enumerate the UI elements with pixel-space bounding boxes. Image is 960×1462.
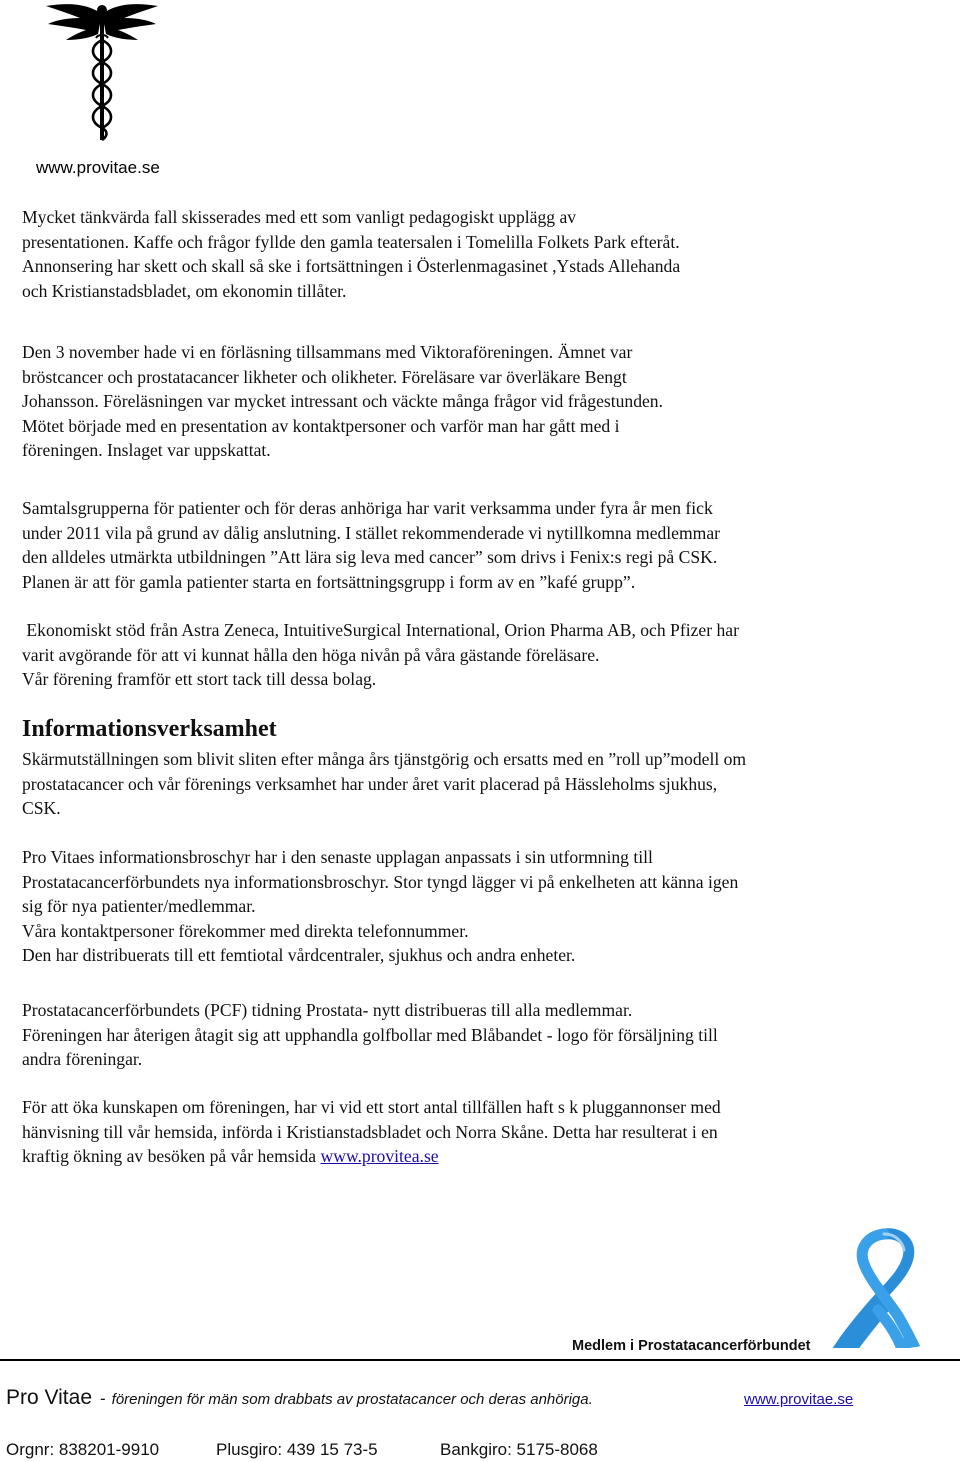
separator: - (100, 1389, 106, 1408)
org-number: Orgnr: 838201-9910 (6, 1440, 160, 1459)
text-line: den alldeles utmärkta utbildningen ”Att lära sig leva med cancer” som drivs i Fenix:s regi på CSK. (22, 547, 718, 567)
caduceus-icon (40, 0, 164, 148)
paragraph-event-summary (22, 205, 942, 303)
text-line: För att öka kunskapen om föreningen, har vi vid ett stort antal tillfällen haft s k pluggannonser med (22, 1097, 721, 1117)
paragraph-pcf-newsletter (22, 998, 942, 1072)
paragraph-rollup (22, 747, 942, 821)
text-fragment: kraftig ökning av besöken på vår hemsida (22, 1146, 321, 1166)
text-line: sig för nya patienter/medlemmar. (22, 896, 256, 916)
text-line: Våra kontaktpersoner förekommer med direkta telefonnummer. (22, 920, 469, 941)
text-line: och Kristianstadsbladet, om ekonomin tillåter. (22, 280, 347, 301)
text-line: Prostatacancerförbundets nya informationsbroschyr. Stor tyngd lägger vi på enkelheten att känna igen (22, 871, 739, 892)
text-line: Samtalsgrupperna för patienter och för deras anhöriga har varit verksamma under fyra år men fick (22, 498, 713, 518)
text-line: under 2011 vila på grund av dålig anslutning. I stället rekommenderade vi nytillkomna medlemmar (22, 522, 721, 543)
paragraph-support-groups (22, 496, 942, 594)
text-line: andra föreningar. (22, 1049, 143, 1069)
text-line: Mötet började med en presentation av kontaktpersoner och varför man har gått med i (22, 415, 620, 436)
text-line: prostatacancer och vår förenings verksamhet har under året varit placerad på Hässleholms sjukhus, (22, 773, 718, 794)
text-line: Mycket tänkvärda fall skisserades med ett som vanligt pedagogiskt upplägg av (22, 207, 577, 227)
text-line: presentationen. Kaffe och frågor fyllde den gamla teatersalen i Tomelilla Folkets Park efteråt. (22, 231, 680, 252)
text-line: Planen är att för gamla patienter starta en fortsättningsgrupp i form av en ”kafé grupp”. (22, 571, 636, 592)
text-line: Den 3 november hade vi en förläsning tillsammans med Viktoraföreningen. Ämnet var (22, 342, 633, 362)
footer-website-link[interactable]: www.provitae.se (744, 1391, 854, 1408)
section-heading: Informationsverksamhet (22, 716, 277, 742)
membership-label: Medlem i Prostatacancerförbundet (572, 1338, 811, 1354)
awareness-ribbon-icon (828, 1228, 926, 1348)
plusgiro: Plusgiro: 439 15 73-5 (216, 1440, 378, 1459)
website-link[interactable]: www.provitea.se (320, 1146, 439, 1166)
text-line: bröstcancer och prostatacancer likheter och olikheter. Föreläsare var överläkare Bengt (22, 366, 627, 387)
text-line: Johansson. Föreläsningen var mycket intressant och väckte många frågor vid frågestunden. (22, 391, 664, 411)
paragraph-sponsors (22, 618, 942, 692)
footer-divider (0, 1359, 960, 1361)
bankgiro: Bankgiro: 5175-8068 (440, 1440, 598, 1459)
tagline: föreningen för män som drabbats av prostatacancer och deras anhöriga. (111, 1391, 593, 1408)
text-line: hänvisning till vår hemsida, införda i Kristianstadsbladet och Norra Skåne. Detta har resulterat i en (22, 1121, 718, 1142)
text-line: Prostatacancerförbundets (PCF) tidning Prostata- nytt distribueras till alla medlemmar. (22, 1000, 633, 1020)
text-line: föreningen. Inslaget var uppskattat. (22, 440, 271, 460)
paragraph-advertising (22, 1095, 942, 1169)
text-line: Vår förening framför ett stort tack till dessa bolag. (22, 669, 377, 689)
text-line: Den har distribuerats till ett femtiotal vårdcentraler, sjukhus och andra enheter. (22, 945, 576, 965)
text-line: Föreningen har återigen åtagit sig att upphandla golfbollar med Blåbandet - logo för försäljning till (22, 1024, 718, 1045)
site-url[interactable]: www.provitae.se (36, 158, 160, 177)
text-line: varit avgörande för att vi kunnat hålla den höga nivån på våra gästande föreläsare. (22, 644, 600, 665)
text-line: Pro Vitaes informationsbroschyr har i den senaste upplagan anpassats i sin utformning till (22, 847, 653, 867)
text-line: CSK. (22, 798, 61, 818)
text-line-with-link (22, 1144, 942, 1169)
brand-name: Pro Vitae (6, 1386, 92, 1409)
text-line: Skärmutställningen som blivit sliten efter många års tjänstgörig och ersatts med en ”roll up”modell om (22, 749, 747, 769)
footer-brand-row (6, 1386, 946, 1410)
text-line: Annonsering har skett och skall så ske i fortsättningen i Österlenmagasinet ,Ystads Allehanda (22, 256, 681, 276)
text-line: Ekonomiskt stöd från Astra Zeneca, IntuitiveSurgical International, Orion Pharma AB, och Pfizer har (22, 620, 739, 640)
paragraph-november-lecture (22, 340, 942, 463)
paragraph-brochure (22, 845, 942, 968)
